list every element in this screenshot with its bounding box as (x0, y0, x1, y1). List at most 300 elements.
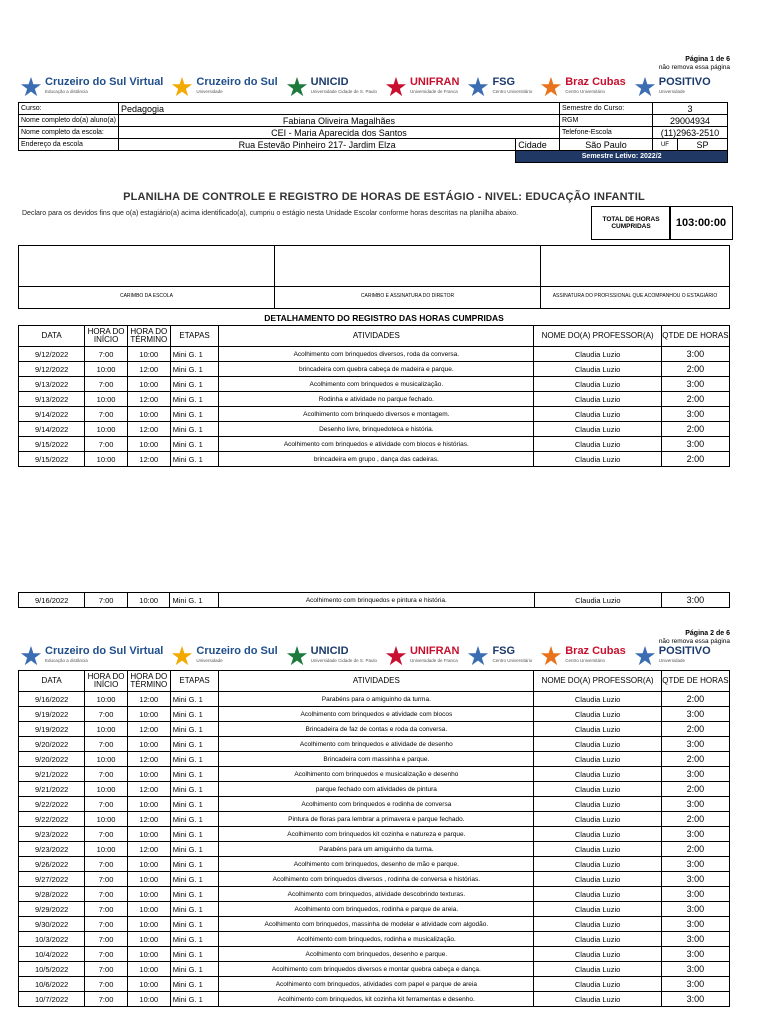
table-row (19, 947, 730, 962)
table-cell: Claudia Luzio (534, 722, 662, 737)
table-cell: 7:00 (85, 797, 128, 812)
table-cell: 9/20/2022 (19, 752, 85, 767)
logo-name: Cruzeiro do Sul (196, 76, 278, 88)
table-cell: Mini G. 1 (170, 737, 219, 752)
table-cell: 12:00 (127, 812, 170, 827)
star-icon (286, 76, 308, 98)
table-cell: 3:00 (661, 737, 729, 752)
logo-name: UNIFRAN (409, 645, 460, 657)
table-cell: 9/19/2022 (19, 707, 85, 722)
logo-subtitle: Educação a distância (45, 658, 88, 663)
table-cell: Claudia Luzio (534, 827, 662, 842)
table-cell: 3:00 (661, 767, 729, 782)
stamp-school-box (19, 246, 275, 287)
table-cell: Mini G. 1 (170, 842, 219, 857)
page-number-1: Página 1 de 6 não remova essa página (658, 56, 730, 71)
table-cell: Acolhimento com brinquedos diversos e montar quebra cabeça e dança. (219, 962, 534, 977)
table-row (19, 362, 730, 377)
table-cell: Mini G. 1 (170, 812, 219, 827)
table-cell: 2:00 (661, 392, 729, 407)
table-cell: 3:00 (661, 947, 729, 962)
table-cell: Claudia Luzio (534, 377, 662, 392)
total-hours-value: 103:00:00 (669, 206, 733, 240)
table-cell: Claudia Luzio (534, 422, 662, 437)
table-cell: 2:00 (661, 422, 729, 437)
table-cell: 3:00 (661, 872, 729, 887)
table-cell: 2:00 (661, 722, 729, 737)
table-cell: Mini G. 1 (170, 782, 219, 797)
table-cell: 12:00 (127, 752, 170, 767)
table-cell: Claudia Luzio (534, 452, 662, 467)
table-cell: Acolhimento com brinquedos, rodinha e musicalização. (219, 932, 534, 947)
table-cell: 10:00 (127, 797, 170, 812)
table-cell: 7:00 (85, 962, 128, 977)
signature-table (18, 245, 730, 309)
table-row (19, 377, 730, 392)
table-cell: 9/28/2022 (19, 887, 85, 902)
table-cell: Mini G. 1 (170, 392, 219, 407)
table-cell: Acolhimento com brinquedos e pintura e história. (218, 593, 534, 608)
table-cell: 3:00 (661, 437, 729, 452)
table-cell: 10:00 (85, 812, 128, 827)
table-cell: Mini G. 1 (170, 917, 219, 932)
column-header: DATA (19, 326, 85, 347)
table-cell: Mini G. 1 (170, 767, 219, 782)
column-header: ETAPAS (170, 671, 219, 692)
column-header: ETAPAS (170, 326, 219, 347)
table-row (19, 842, 730, 857)
table-row (19, 932, 730, 947)
logo-name: Braz Cubas (565, 645, 626, 657)
logo-braz-cubas (540, 645, 626, 667)
table-cell: 2:00 (661, 362, 729, 377)
table-cell: 10:00 (127, 437, 170, 452)
table-cell: Mini G. 1 (170, 932, 219, 947)
stamp-director-label: CARIMBO E ASSINATURA DO DIRETOR (275, 287, 541, 309)
logo-subtitle: Centro Universitário (565, 658, 605, 663)
logo-subtitle: Universidade Cidade de S. Paulo (310, 89, 377, 94)
star-icon (467, 645, 489, 667)
table-cell: 7:00 (85, 857, 128, 872)
hours-table-page-1-bottom (18, 592, 730, 608)
table-cell: 7:00 (85, 377, 128, 392)
table-cell: 10:00 (127, 947, 170, 962)
table-cell: 10:00 (85, 842, 128, 857)
table-cell: 10/5/2022 (19, 962, 85, 977)
table-cell: Claudia Luzio (534, 947, 662, 962)
table-cell: Acolhimento com brinquedos e musicalização. (219, 377, 534, 392)
logo-name: POSITIVO (658, 645, 711, 657)
table-cell: 10:00 (127, 992, 170, 1007)
table-cell: 10:00 (85, 452, 128, 467)
table-cell: Mini G. 1 (170, 827, 219, 842)
table-cell: 7:00 (85, 407, 128, 422)
column-header: ATIVIDADES (219, 326, 534, 347)
table-cell: 7:00 (85, 437, 128, 452)
table-cell: Acolhimento com brinquedos, kit cozinha kit ferramentas e desenho. (219, 992, 534, 1007)
table-row (19, 887, 730, 902)
table-cell: 10:00 (127, 887, 170, 902)
table-cell: Desenho livre, brinquedoteca e história. (219, 422, 534, 437)
table-cell: 12:00 (127, 782, 170, 797)
table-cell: 10/7/2022 (19, 992, 85, 1007)
table-cell: 9/29/2022 (19, 902, 85, 917)
table-cell: Claudia Luzio (534, 812, 662, 827)
table-cell: Claudia Luzio (534, 932, 662, 947)
logo-subtitle: Centro Universitário (492, 89, 533, 94)
table-row (19, 962, 730, 977)
table-cell: Acolhimento com brinquedos, massinha de modelar e atividade com algodão. (219, 917, 534, 932)
table-cell: Claudia Luzio (534, 917, 662, 932)
logo-fsg (467, 645, 532, 667)
table-cell: Acolhimento com brinquedos, rodinha e parque de areia. (219, 902, 534, 917)
table-cell: Claudia Luzio (534, 692, 662, 707)
table-cell: 7:00 (85, 872, 128, 887)
logo-subtitle: Universidade (658, 658, 686, 663)
table-cell: Acolhimento com brinquedos, desenho e parque. (219, 947, 534, 962)
logo-braz-cubas (540, 76, 626, 98)
table-cell: 9/13/2022 (19, 392, 85, 407)
table-row (19, 437, 730, 452)
table-cell: 10:00 (127, 767, 170, 782)
table-cell: 9/20/2022 (19, 737, 85, 752)
table-cell: Mini G. 1 (170, 407, 219, 422)
table-row (19, 752, 730, 767)
table-cell: Claudia Luzio (534, 407, 662, 422)
table-cell: 9/13/2022 (19, 377, 85, 392)
table-cell: Claudia Luzio (534, 872, 662, 887)
logo-subtitle: Centro Universitário (492, 658, 533, 663)
logo-cruzeiro-do-sul-virtual (20, 76, 163, 98)
logo-bar-1 (20, 72, 736, 102)
table-cell: Acolhimento com brinquedos, atividade descobrindo texturas. (219, 887, 534, 902)
table-row (19, 992, 730, 1007)
table-cell: Claudia Luzio (534, 842, 662, 857)
table-cell: 9/27/2022 (19, 872, 85, 887)
table-cell: Claudia Luzio (534, 347, 662, 362)
table-cell: Mini G. 1 (170, 347, 219, 362)
table-cell: Acolhimento com brinquedos e rodinha de conversa (219, 797, 534, 812)
table-row (19, 422, 730, 437)
table-cell: 10:00 (85, 752, 128, 767)
table-cell: Mini G. 1 (170, 962, 219, 977)
logo-bar-2 (20, 641, 736, 671)
table-cell: 3:00 (661, 347, 729, 362)
table-cell: Mini G. 1 (170, 593, 218, 608)
table-row (19, 767, 730, 782)
column-header: ATIVIDADES (219, 671, 534, 692)
table-cell: Mini G. 1 (170, 452, 219, 467)
table-cell: 3:00 (661, 902, 729, 917)
table-cell: Acolhimento com brinquedos e atividade com blocos (219, 707, 534, 722)
table-cell: 10:00 (85, 392, 128, 407)
table-cell: Acolhimento com brinquedos e atividade de desenho (219, 737, 534, 752)
table-cell: 12:00 (127, 452, 170, 467)
logo-name: UNICID (310, 76, 349, 88)
table-cell: Claudia Luzio (534, 707, 662, 722)
table-cell: 3:00 (661, 377, 729, 392)
table-cell: Mini G. 1 (170, 902, 219, 917)
table-cell: 2:00 (661, 452, 729, 467)
table-cell: 10:00 (85, 782, 128, 797)
logo-cruzeiro-do-sul-virtual (20, 645, 163, 667)
table-cell: 10:00 (127, 857, 170, 872)
star-icon (385, 76, 407, 98)
table-cell: 9/12/2022 (19, 362, 85, 377)
table-cell: 3:00 (661, 992, 729, 1007)
table-cell: 9/15/2022 (19, 437, 85, 452)
table-cell: 3:00 (661, 932, 729, 947)
table-cell: 10:00 (85, 692, 128, 707)
table-cell: 7:00 (85, 917, 128, 932)
table-cell: Claudia Luzio (534, 362, 662, 377)
table-row (19, 902, 730, 917)
table-cell: Brincadeira de faz de contas e roda da conversa. (219, 722, 534, 737)
star-icon (540, 76, 562, 98)
table-cell: Claudia Luzio (534, 962, 662, 977)
table-cell: Acolhimento com brinquedos diversos, roda da conversa. (219, 347, 534, 362)
table-cell: Mini G. 1 (170, 977, 219, 992)
stamp-director-box (275, 246, 541, 287)
table-cell: 3:00 (661, 797, 729, 812)
table-cell: 10:00 (127, 932, 170, 947)
column-header: HORA DO INÍCIO (85, 671, 128, 692)
table-cell: 3:00 (661, 707, 729, 722)
table-row (19, 812, 730, 827)
table-cell: 10:00 (127, 377, 170, 392)
table-cell: 3:00 (661, 407, 729, 422)
table-cell: 9/30/2022 (19, 917, 85, 932)
table-cell: 9/15/2022 (19, 452, 85, 467)
table-cell: Pintura de floras para lembrar a primavera e parque fechado. (219, 812, 534, 827)
table-cell: 3:00 (661, 977, 729, 992)
table-cell: 12:00 (127, 842, 170, 857)
table-cell: 3:00 (661, 857, 729, 872)
table-cell: Parabéns para um amiguinho da turma. (219, 842, 534, 857)
logo-subtitle: Universidade (196, 658, 223, 663)
semester-badge: Semestre Letivo: 2022/2 (516, 151, 728, 163)
table-cell: brincadeira com quebra cabeça de madeira e parque. (219, 362, 534, 377)
table-cell: 9/16/2022 (19, 593, 85, 608)
table-cell: 10:00 (127, 917, 170, 932)
table-cell: Parabéns para o amiguinho da turma. (219, 692, 534, 707)
column-header: QTDE DE HORAS (661, 326, 729, 347)
table-cell: 9/21/2022 (19, 782, 85, 797)
table-cell: 10:00 (127, 872, 170, 887)
table-cell: 9/21/2022 (19, 767, 85, 782)
total-hours-label: TOTAL DE HORAS CUMPRIDAS (591, 206, 671, 240)
logo-unicid (286, 645, 377, 667)
table-cell: 3:00 (661, 962, 729, 977)
table-cell: Mini G. 1 (170, 947, 219, 962)
table-cell: 9/22/2022 (19, 797, 85, 812)
logo-cruzeiro-do-sul (171, 76, 277, 98)
logo-name: Cruzeiro do Sul Virtual (45, 645, 164, 657)
table-cell: 7:00 (85, 737, 128, 752)
table-cell: 7:00 (85, 887, 128, 902)
logo-name: FSG (492, 645, 516, 657)
logo-subtitle: Universidade (658, 89, 686, 94)
logo-subtitle: Universidade Cidade de S. Paulo (310, 658, 377, 663)
table-row (19, 797, 730, 812)
page-title: PLANILHA DE CONTROLE E REGISTRO DE HORAS DE ESTÁGIO - NIVEL: EDUCAÇÃO INFANTIL (123, 191, 645, 203)
table-cell: Claudia Luzio (534, 887, 662, 902)
logo-name: FSG (492, 76, 516, 88)
logo-name: POSITIVO (658, 76, 711, 88)
table-cell: 10:00 (127, 827, 170, 842)
table-cell: Mini G. 1 (170, 752, 219, 767)
table-cell: 2:00 (661, 692, 729, 707)
star-icon (634, 645, 656, 667)
table-cell: Acolhimento com brinquedos, atividades com papel e parque de areia (219, 977, 534, 992)
logo-subtitle: Educação a distância (45, 89, 88, 94)
table-cell: 7:00 (85, 707, 128, 722)
table-cell: Acolhimento com brinquedos e atividade com blocos e histórias. (219, 437, 534, 452)
table-cell: 10:00 (127, 962, 170, 977)
table-cell: Acolhimento com brinquedos kit cozinha e natureza e parque. (219, 827, 534, 842)
table-row (19, 917, 730, 932)
column-header: HORA DO TÉRMINO (127, 326, 170, 347)
star-icon (286, 645, 308, 667)
table-cell: Acolhimento com brinquedos e musicalização e desenho (219, 767, 534, 782)
star-icon (171, 645, 193, 667)
logo-positivo (634, 645, 711, 667)
star-icon (634, 76, 656, 98)
table-cell: 10:00 (127, 977, 170, 992)
table-cell: brincadeira em grupo , dança das cadeiras. (219, 452, 534, 467)
stamp-school-label: CARIMBO DA ESCOLA (19, 287, 275, 309)
table-row (19, 707, 730, 722)
column-header: QTDE DE HORAS (661, 671, 729, 692)
table-cell: 10:00 (127, 593, 170, 608)
table-cell: 10:00 (127, 902, 170, 917)
table-cell: 12:00 (127, 422, 170, 437)
table-row (19, 872, 730, 887)
table-cell: 10:00 (127, 707, 170, 722)
table-cell: Mini G. 1 (170, 692, 219, 707)
table-row (19, 593, 730, 608)
table-cell: 10:00 (127, 737, 170, 752)
table-cell: 7:00 (85, 347, 128, 362)
table-cell: 9/12/2022 (19, 347, 85, 362)
table-cell: 10:00 (85, 362, 128, 377)
logo-cruzeiro-do-sul (171, 645, 277, 667)
table-cell: Claudia Luzio (534, 392, 662, 407)
table-cell: 7:00 (85, 992, 128, 1007)
table-cell: 10:00 (85, 722, 128, 737)
column-header: NOME DO(A) PROFESSOR(A) (534, 326, 662, 347)
table-cell: 7:00 (85, 767, 128, 782)
table-row (19, 977, 730, 992)
table-cell: 12:00 (127, 362, 170, 377)
table-cell: 7:00 (85, 932, 128, 947)
star-icon (20, 76, 42, 98)
table-cell: Mini G. 1 (170, 422, 219, 437)
table-cell: 9/23/2022 (19, 827, 85, 842)
logo-positivo (634, 76, 711, 98)
table-cell: parque fechado com atividades de pintura (219, 782, 534, 797)
table-cell: 2:00 (661, 812, 729, 827)
table-cell: Claudia Luzio (534, 593, 661, 608)
table-cell: Acolhimento com brinquedo diversos e montagem. (219, 407, 534, 422)
detail-title: DETALHAMENTO DO REGISTRO DAS HORAS CUMPRIDAS (264, 313, 504, 323)
table-cell: Mini G. 1 (170, 437, 219, 452)
table-row (19, 857, 730, 872)
table-cell: 12:00 (127, 692, 170, 707)
logo-fsg (467, 76, 532, 98)
table-cell: 3:00 (661, 887, 729, 902)
table-cell: 7:00 (85, 947, 128, 962)
table-row (19, 692, 730, 707)
logo-unifran (385, 76, 460, 98)
table-cell: 9/14/2022 (19, 422, 85, 437)
star-icon (467, 76, 489, 98)
table-cell: Claudia Luzio (534, 857, 662, 872)
table-row (19, 392, 730, 407)
table-cell: 10/3/2022 (19, 932, 85, 947)
table-cell: Claudia Luzio (534, 767, 662, 782)
logo-subtitle: Universidade (196, 89, 223, 94)
table-cell: 10/6/2022 (19, 977, 85, 992)
table-cell: Mini G. 1 (170, 992, 219, 1007)
signature-supervisor-box (541, 246, 730, 287)
table-cell: 12:00 (127, 722, 170, 737)
table-cell: Brincadeira com massinha e parque. (219, 752, 534, 767)
logo-subtitle: Universidade de Franca (409, 89, 458, 94)
table-cell: 3:00 (661, 593, 729, 608)
logo-subtitle: Centro Universitário (565, 89, 605, 94)
table-cell: Mini G. 1 (170, 797, 219, 812)
hours-table-page-2 (18, 670, 730, 1007)
table-cell: Mini G. 1 (170, 722, 219, 737)
table-cell: 10:00 (127, 347, 170, 362)
table-row (19, 452, 730, 467)
table-row (19, 737, 730, 752)
table-row (19, 722, 730, 737)
star-icon (385, 645, 407, 667)
table-cell: 10:00 (85, 422, 128, 437)
table-cell: Mini G. 1 (170, 377, 219, 392)
star-icon (171, 76, 193, 98)
table-cell: 9/16/2022 (19, 692, 85, 707)
table-cell: 3:00 (661, 917, 729, 932)
student-info-table: Curso: Pedagogia Semestre do Curso: 3 Nome completo do(a) aluno(a) Fabiana Oliveira Magalhães RGM 29004934 Nome completo da escola: CEI - Maria Aparecida dos Santos Telefone-Escola (11)2963-2510 Endereço da escola Rua Estevão Pinheiro 217- Jardim Elza Cidade São Paulo UF SP Semestre Letivo: 2022/2 (18, 102, 728, 163)
table-cell: Claudia Luzio (534, 977, 662, 992)
star-icon (540, 645, 562, 667)
table-cell: Claudia Luzio (534, 797, 662, 812)
table-row (19, 347, 730, 362)
table-row (19, 407, 730, 422)
table-row (19, 827, 730, 842)
signature-supervisor-label: ASSINATURA DO PROFISSIONAL QUE ACOMPANHOU O ESTAGIÁRIO (541, 287, 730, 309)
table-cell: Claudia Luzio (534, 782, 662, 797)
table-cell: 9/26/2022 (19, 857, 85, 872)
table-cell: 10/4/2022 (19, 947, 85, 962)
table-cell: Mini G. 1 (170, 872, 219, 887)
table-cell: 2:00 (661, 842, 729, 857)
logo-name: UNICID (310, 645, 349, 657)
logo-name: UNIFRAN (409, 76, 460, 88)
logo-name: Braz Cubas (565, 76, 626, 88)
logo-name: Cruzeiro do Sul (196, 645, 278, 657)
table-cell: Claudia Luzio (534, 752, 662, 767)
table-cell: 9/22/2022 (19, 812, 85, 827)
column-header: NOME DO(A) PROFESSOR(A) (534, 671, 662, 692)
table-cell: 7:00 (85, 593, 128, 608)
table-cell: 7:00 (85, 977, 128, 992)
table-cell: 9/23/2022 (19, 842, 85, 857)
table-cell: 3:00 (661, 827, 729, 842)
